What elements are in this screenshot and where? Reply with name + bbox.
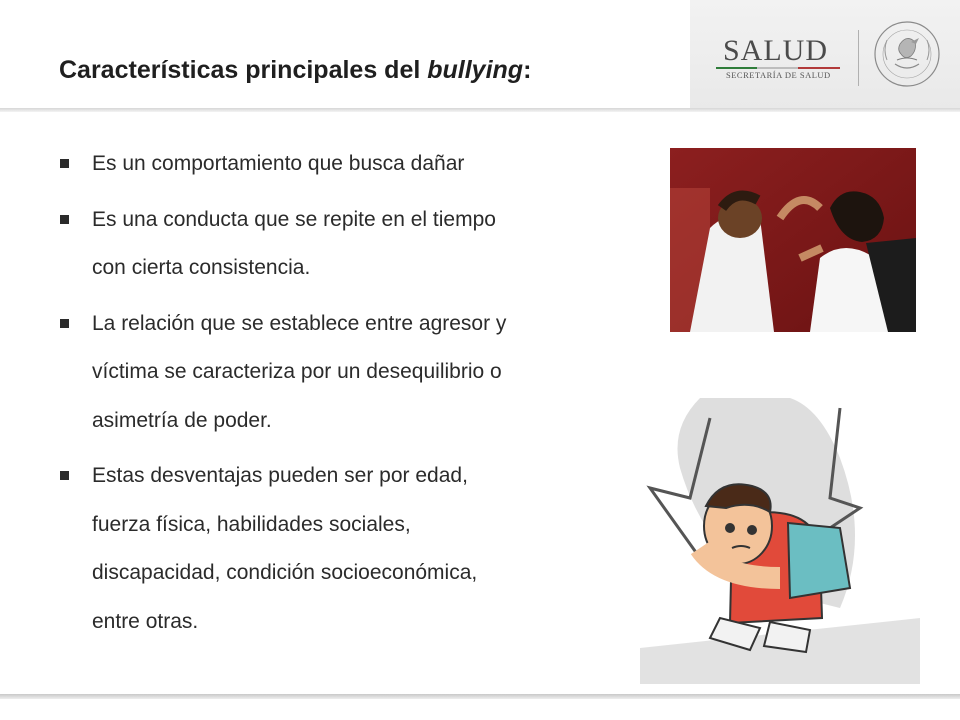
salud-logo-bar (716, 67, 840, 69)
salud-logo-word: SALUD (723, 34, 829, 67)
square-bullet-icon (60, 471, 69, 480)
slide-title (59, 56, 531, 85)
list-item (58, 196, 638, 293)
square-bullet-icon (60, 159, 69, 168)
header-divider (0, 108, 960, 112)
square-bullet-icon (60, 215, 69, 224)
bullet-list (58, 140, 638, 653)
title-text: Características principales del (59, 56, 428, 84)
bullet-text: Estas desventajas pueden ser por edad, (92, 464, 468, 487)
salud-logo-panel (690, 0, 960, 108)
bullet-text: con cierta consistencia. (92, 256, 311, 279)
bullet-text: La relación que se establece entre agresor y (92, 311, 507, 335)
title-colon: : (523, 56, 532, 84)
title-italic-text: bullying (427, 56, 524, 84)
bullet-text: asimetría de poder. (92, 408, 272, 432)
bullet-text: discapacidad, condición socioeconómica, (92, 561, 478, 584)
footer-divider (0, 694, 960, 699)
salud-logo-subtitle: SECRETARÍA DE SALUD (726, 70, 831, 80)
bullet-text: Es una conducta que se repite en el tiempo (92, 207, 496, 231)
list-item (58, 140, 638, 189)
photo-students-bullying-icon (670, 148, 916, 332)
list-item (58, 452, 638, 646)
list-item (58, 300, 638, 446)
logo-divider (858, 30, 859, 86)
cartoon-crouching-boy-icon (640, 388, 920, 684)
bullet-text: entre otras. (92, 609, 199, 633)
bullet-text: víctima se caracteriza por un desequilibrio o (92, 360, 502, 383)
square-bullet-icon (60, 319, 69, 328)
bullet-text: fuerza física, habilidades sociales, (92, 512, 411, 536)
mexico-seal-icon (873, 20, 941, 88)
bullet-text: Es un comportamiento que busca dañar (92, 152, 465, 175)
